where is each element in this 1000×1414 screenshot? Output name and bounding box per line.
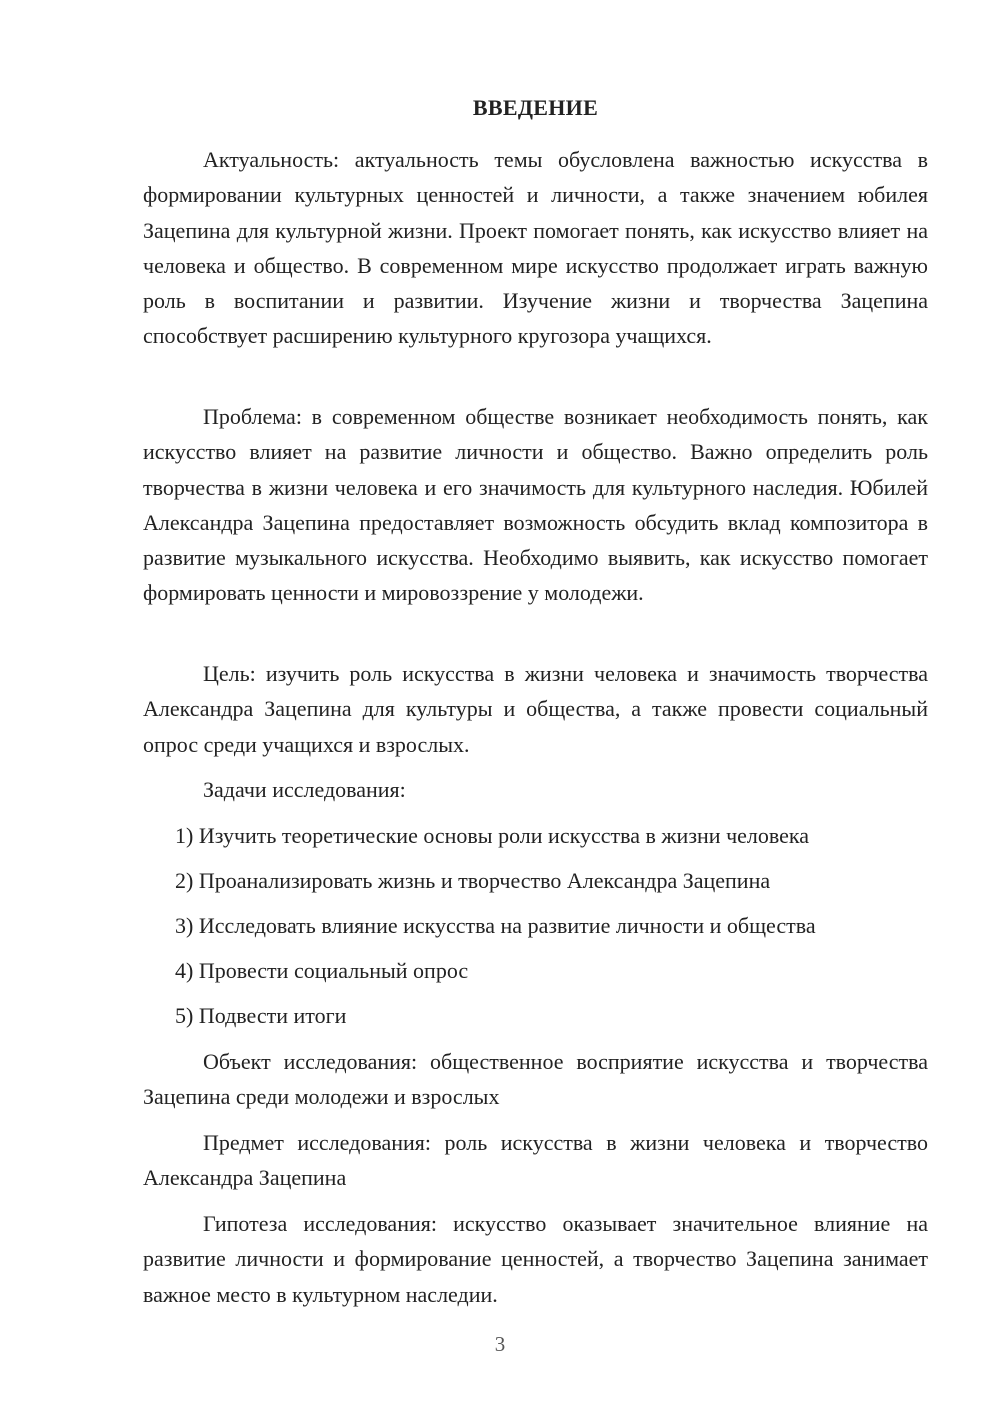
paragraph-object: Объект исследования: общественное восприятие искусства и творчества Зацепина среди молодежи и взрослых (143, 1049, 928, 1110)
paragraph-problem: Проблема: в современном обществе возникает необходимость понять, как искусство влияет на развитие личности и общество. Важно определить роль творчества в жизни человека и его значимость для культурного наследия. Юбилей Александра Зацепина предоставляет возможность обсудить вклад композитора в развитие музыкального искусства. Необходимо выявить, как искусство помогает формировать ценности и мировоззрение у молодежи. (143, 404, 928, 606)
page-number: 3 (494, 1332, 506, 1356)
task-item-4: 4) Провести социальный опрос (175, 958, 469, 983)
paragraph-subject: Предмет исследования: роль искусства в жизни человека и творчество Александра Зацепина (143, 1130, 928, 1191)
task-item-1: 1) Изучить теоретические основы роли искусства в жизни человека (175, 823, 810, 848)
task-item-5: 5) Подвести итоги (175, 1003, 347, 1028)
page-heading: ВВЕДЕНИЕ (472, 95, 599, 120)
paragraph-tasks-intro: Задачи исследования: (203, 777, 406, 802)
task-item-2: 2) Проанализировать жизнь и творчество Александра Зацепина (175, 868, 771, 893)
paragraph-hypothesis: Гипотеза исследования: искусство оказывает значительное влияние на развитие личности и формирование ценностей, а творчество Зацепина занимает важное место в культурном наследии. (143, 1211, 928, 1307)
task-item-3: 3) Исследовать влияние искусства на развитие личности и общества (175, 913, 816, 938)
paragraph-relevance: Актуальность: актуальность темы обусловлена важностью искусства в формировании культурных ценностей и личности, а также значением юбилея Зацепина для культурной жизни. Проект помогает понять, как искусство влияет на человека и общество. В современном мире искусство продолжает играть важную роль в воспитании и развитии. Изучение жизни и творчества Зацепина способствует расширению культурного кругозора учащихся. (143, 147, 928, 349)
paragraph-goal: Цель: изучить роль искусства в жизни человека и значимость творчества Александра Зацепина для культуры и общества, а также провести социальный опрос среди учащихся и взрослых. (143, 661, 928, 757)
